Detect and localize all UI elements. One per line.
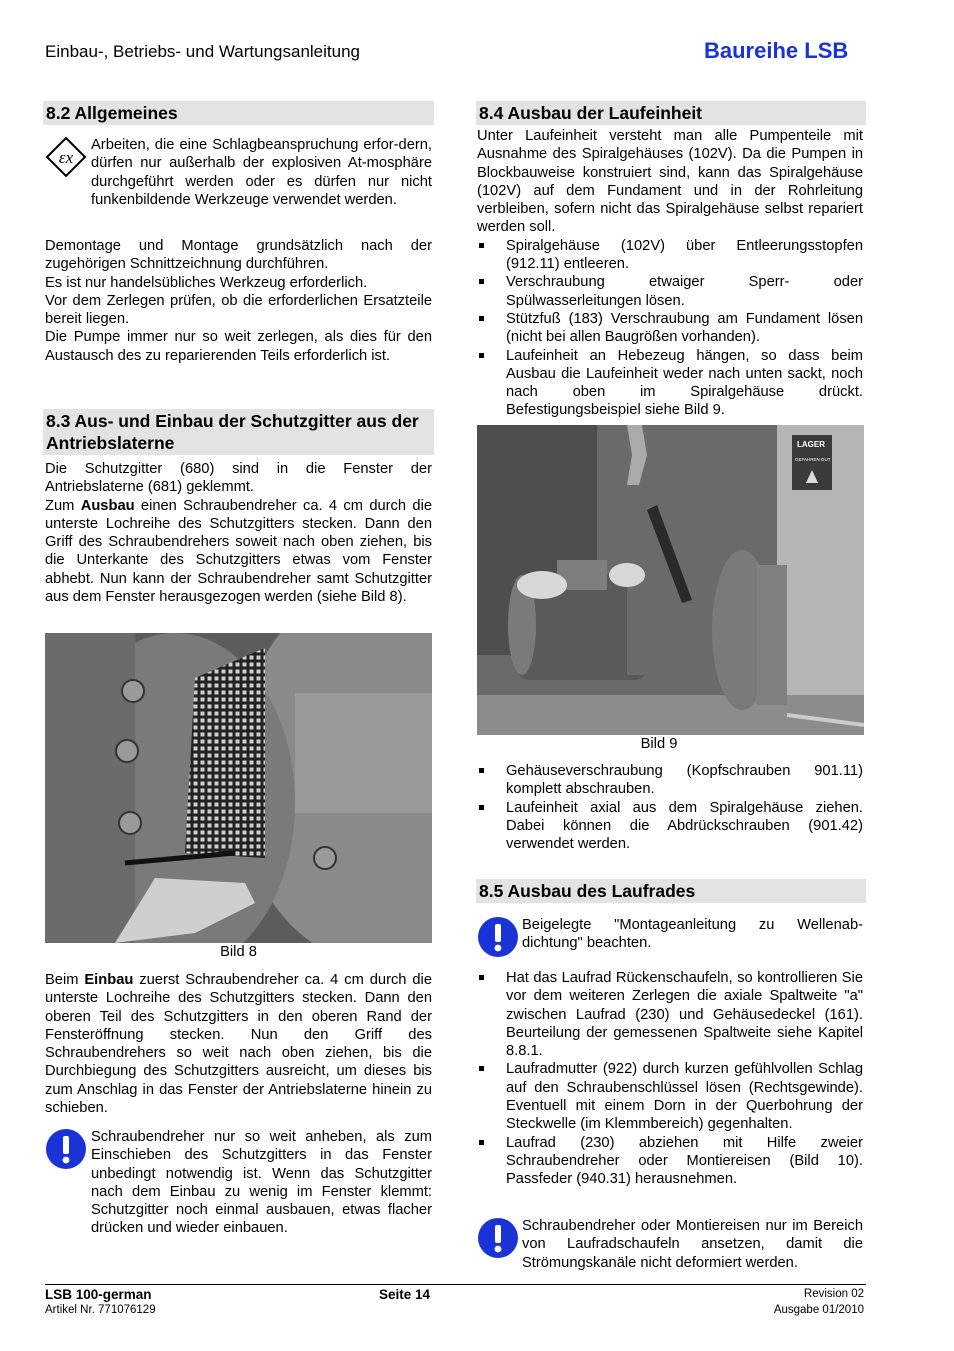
- steps-list: [477, 969, 863, 1189]
- ex-note-text: Arbeiten, die eine Schlagbeanspruchung erfor-dern, dürfen nur außerhalb der explosiven At-mosphäre durchgeführt werden oder es dürfen nur nicht funkenbildende Werkzeuge verwendet werden.: [91, 137, 432, 208]
- sign-text-gefahren: GEFAHREN GUT: [795, 457, 831, 462]
- list-item: Stützfuß (183) Verschraubung am Fundament lösen (nicht bei allen Baugrößen vorhanden).: [477, 310, 863, 347]
- paragraph: Demontage und Montage grundsätzlich nach der zugehörigen Schnittzeichnung durchführen.: [45, 238, 432, 273]
- warning-text: Schraubendreher nur so weit anheben, als zum Einschieben des Schutzgitters in das Fenster unbedingt notwendig ist. Wenn das Schutzgitter nach dem Einbau zu wenig im Fenster klemmt: Schutzgitter noch einmal ausbauen, etwas flacher drücken und wieder einbauen.: [91, 1129, 432, 1237]
- exclamation-icon: [477, 1217, 522, 1272]
- doc-code: LSB 100-german: [45, 1287, 152, 1302]
- paragraph: Die Pumpe immer nur so weit zerlegen, als dies für den Austausch des zu reparierenden Teils erforderlich ist.: [45, 329, 432, 364]
- list-item: Spiralgehäuse (102V) über Entleerungsstopfen (912.11) entleeren.: [477, 237, 863, 274]
- warning-text: Schraubendreher oder Montiereisen nur im Bereich von Laufradschaufeln ansetzen, damit die Strömungskanäle nicht deformiert werden.: [522, 1218, 863, 1271]
- steps-list: [477, 762, 863, 853]
- series-title: Baureihe LSB: [704, 38, 849, 63]
- revision: Revision 02: [803, 1288, 864, 1300]
- exclamation-icon: [45, 1128, 91, 1238]
- paragraph: [45, 497, 432, 607]
- warning-note: [477, 916, 863, 963]
- list-item: Laufeinheit an Hebezeug hängen, so dass beim Ausbau die Laufeinheit weder nach unten sackt, noch nach oben im Spiralgehäuse drückt. Befestigungsbeispiel siehe Bild 9.: [477, 347, 863, 420]
- sign-text-lager: LAGER: [797, 440, 825, 449]
- warning-note: [477, 1217, 863, 1272]
- paragraph: Vor dem Zerlegen prüfen, ob die erforderlichen Ersatzteile bereit liegen.: [45, 292, 432, 328]
- paragraph: Es ist nur handelsübliches Werkzeug erforderlich.: [45, 274, 368, 291]
- section-8-3-install: [45, 971, 432, 1117]
- text-run: zuerst Schraubendreher ca. 4 cm durch die unterste Lochreihe des Schutzgitters stecken. Dann den oberen Teil des Schutzgitters in den oberen Rand der Fensteröffnung stecken. Nun den Griff des Schraubendrehers so weit nach oben ziehen, bis die Durchbiegung des Schutzgitters ausreicht, um dieses bis zum Anschlag in das Fenster der Antriebslaterne hinein zu schieben.: [45, 972, 432, 1117]
- caption-bild-9: Bild 9: [640, 736, 678, 752]
- steps-list: [477, 237, 863, 420]
- svg-text:εx: εx: [58, 148, 74, 167]
- caption-bild-8: Bild 8: [220, 944, 257, 960]
- list-item: Laufradmutter (922) durch kurzen gefühlvollen Schlag auf den Schraubenschlüssel lösen (Rechtsgewinde). Eventuell mit einem Dorn in der Querbohrung der Steckwelle (im Klemmbereich) gegenhalten.: [477, 1060, 863, 1133]
- bold-term: Ausbau: [80, 497, 135, 514]
- section-8-5-steps: [477, 969, 863, 1189]
- text-run: Beim: [45, 972, 85, 988]
- article-number: Artikel Nr. 771076129: [45, 1304, 156, 1316]
- ex-icon: [45, 136, 91, 209]
- ex-note: [45, 136, 432, 209]
- section-8-3-body: [45, 460, 432, 606]
- heading-8-3: 8.3 Aus- und Einbau der Schutzgitter aus der Antriebslaterne: [43, 409, 434, 455]
- edition: Ausgabe 01/2010: [773, 1304, 864, 1316]
- photo-bild-8: [45, 633, 432, 943]
- list-item: Hat das Laufrad Rückenschaufeln, so kontrollieren Sie vor dem weiteren Zerlegen die axiale Spaltweite "a" zwischen Laufrad (230) und Gehäusedeckel (161). Beurteilung der gemessenen Spaltweite siehe Kapitel 8.8.1.: [477, 969, 863, 1060]
- heading-8-4: 8.4 Ausbau der Laufeinheit: [476, 101, 866, 125]
- section-8-2-body: [45, 237, 432, 365]
- heading-8-5: 8.5 Ausbau des Laufrades: [476, 879, 866, 903]
- list-item: Laufrad (230) abziehen mit Hilfe zweier Schraubendreher oder Montiereisen (Bild 10). Passfeder (940.31) herausnehmen.: [477, 1134, 863, 1189]
- paragraph: Unter Laufeinheit versteht man alle Pumpenteile mit Ausnahme des Spiralgehäuses (102V). Da die Pumpen in Blockbauweise konstruiert sind, kann das Spiralgehäuse (102V) auf dem Fundament und in der Rohrleitung verbleiben, sofern nicht das Spiralgehäuse selbst repariert werden soll.: [477, 128, 863, 236]
- photo-bild-9: [477, 425, 864, 735]
- list-item: Laufeinheit axial aus dem Spiralgehäuse ziehen. Dabei können die Abdrückschrauben (901.42) verwendet werden.: [477, 799, 863, 854]
- bold-term: Einbau: [84, 972, 134, 988]
- page-number: Seite 14: [379, 1287, 431, 1302]
- warning-note: [45, 1128, 432, 1238]
- section-8-4-steps2: [477, 762, 863, 853]
- text-run: einen Schraubendreher ca. 4 cm durch die unterste Lochreihe des Schutzgitters stecken. Dann den Griff des Schraubendrehers soweit nach oben ziehen, bis die Unterkante des Schutzgitters etwas vom Fenster abhebt. Nun kann der Schraubendreher samt Schutzgitter aus dem Fenster herausgezogen werden (siehe Bild 8).: [45, 497, 432, 606]
- document-title: Einbau-, Betriebs- und Wartungsanleitung: [45, 42, 360, 61]
- text-run: Zum: [45, 497, 81, 514]
- heading-8-2: 8.2 Allgemeines: [43, 101, 434, 125]
- section-8-4-body: [477, 127, 863, 420]
- footer-divider: [45, 1284, 866, 1285]
- list-item: Verschraubung etwaiger Sperr- oder Spülwasserleitungen lösen.: [477, 273, 863, 310]
- warning-text: Beigelegte "Montageanleitung zu Wellenab-dichtung" beachten.: [522, 917, 863, 952]
- paragraph: Die Schutzgitter (680) sind in die Fenster der Antriebslaterne (681) geklemmt.: [45, 461, 432, 496]
- paragraph: [45, 971, 432, 1117]
- list-item: Gehäuseverschraubung (Kopfschrauben 901.11) komplett abschrauben.: [477, 762, 863, 799]
- exclamation-icon: [477, 916, 522, 963]
